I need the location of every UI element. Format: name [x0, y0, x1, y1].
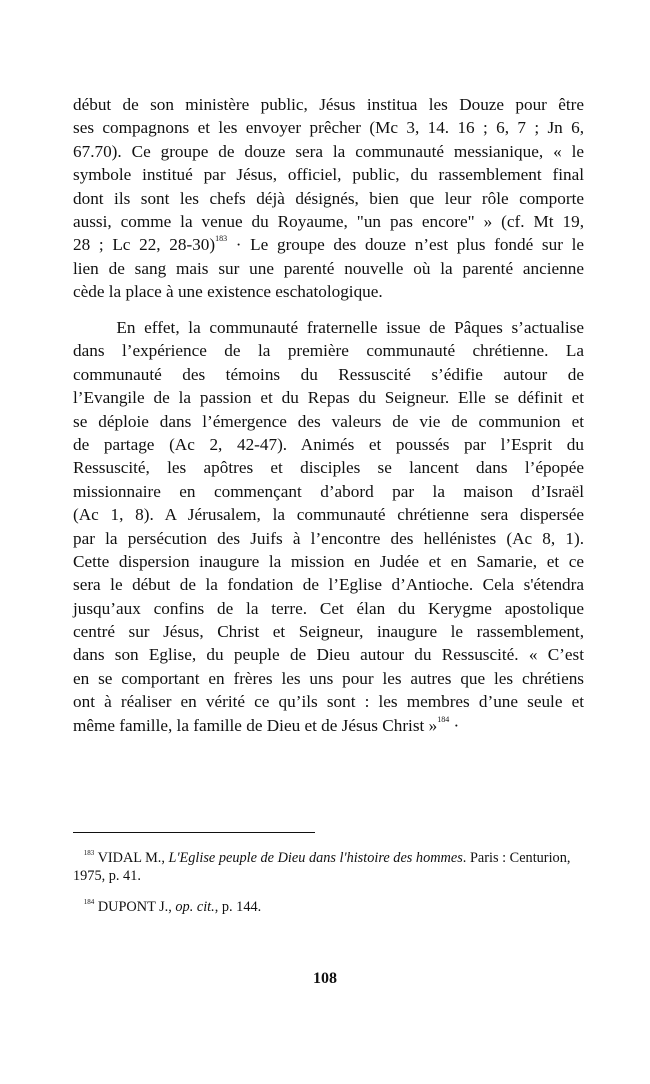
- text-segment: se déploie dans l’émergence des valeurs de vie de communion et: [73, 411, 584, 431]
- text-segment: Ressuscité, les apôtres et disciples se lancent dans l’épopée: [73, 458, 584, 478]
- text-line: [73, 503, 584, 526]
- text-line: [73, 480, 584, 503]
- text-line: [73, 316, 584, 339]
- text-line: [73, 363, 584, 386]
- text-line: [73, 667, 584, 690]
- text-line: [73, 597, 584, 620]
- footnote-rest: . Paris : Centurion, 1975, p. 41.: [73, 850, 571, 884]
- text-line: [73, 187, 584, 210]
- text-segment: ont à réaliser en vérité ce qu’ils sont : les membres d’une seule et: [73, 692, 584, 712]
- text-line: [73, 339, 584, 362]
- text-segment: dans l’expérience de la première communauté chrétienne. La: [73, 341, 584, 361]
- text-line: [73, 386, 584, 409]
- text-line: [73, 550, 584, 573]
- footnote-number: 184: [83, 898, 95, 906]
- text-segment: début de son ministère public, Jésus institua les Douze pour être: [73, 95, 584, 114]
- text-line: [73, 140, 584, 163]
- text-segment: cède la place à une existence eschatologique.: [73, 282, 383, 302]
- text-line: [73, 714, 584, 737]
- text-line: [73, 433, 584, 456]
- text-segment: (Ac 1, 8). A Jérusalem, la communauté chrétienne sera dispersée: [73, 505, 584, 525]
- text-segment: Cette dispersion inaugure la mission en Judée et en Samarie, et ce: [73, 551, 584, 571]
- text-segment: aussi, comme la venue du Royaume, "un pas encore" » (cf. Mt 19,: [73, 211, 584, 231]
- footnote-reference: 183: [215, 234, 228, 244]
- text-segment: même famille, la famille de Dieu et de Jésus Christ »: [73, 715, 438, 735]
- text-line: [73, 163, 584, 186]
- paragraph-2: [73, 316, 584, 737]
- footnote-184: [73, 898, 584, 916]
- text-segment: symbole institué par Jésus, officiel, public, du rassemblement final: [73, 165, 584, 185]
- footnote-title: op. cit.: [175, 899, 215, 915]
- footnote-rest: , p. 144.: [214, 899, 262, 915]
- text-line: [73, 527, 584, 550]
- text-segment: ses compagnons et les envoyer prêcher (Mc 3, 14. 16 ; 6, 7 ; Jn 6,: [73, 118, 584, 138]
- text-line: [73, 456, 584, 479]
- text-segment: En effet, la communauté fraternelle issue de Pâques s’actualise: [73, 318, 584, 337]
- text-segment: sera le début de la fondation de l’Eglise d’Antioche. Cela s'étendra: [73, 575, 584, 595]
- text-segment: 67.70). Ce groupe de douze sera la communauté messianique, « le: [73, 141, 584, 161]
- footnote-183: [73, 849, 584, 885]
- text-line: [73, 116, 584, 139]
- text-segment: dans son Eglise, du peuple de Dieu autour du Ressuscité. « C’est: [73, 645, 584, 665]
- text-line: [73, 410, 584, 433]
- text-line: [73, 643, 584, 666]
- text-line: [73, 280, 584, 303]
- text-segment: lien de sang mais sur une parenté nouvelle où la parenté ancienne: [73, 258, 584, 278]
- text-segment: par la persécution des Juifs à l’encontre des hellénistes (Ac 8, 1).: [73, 528, 584, 548]
- text-segment: dont ils sont les chefs déjà désignés, bien que leur rôle comporte: [73, 188, 584, 208]
- text-segment: 28 ; Lc 22, 28-30): [73, 235, 216, 255]
- text-line: [73, 257, 584, 280]
- text-line: [73, 210, 584, 233]
- text-line: [73, 93, 584, 116]
- text-line: [73, 573, 584, 596]
- text-line: [73, 690, 584, 713]
- text-segment: missionnaire en commençant d’abord par la maison d’Israël: [73, 481, 584, 501]
- footnote-number: 183: [83, 849, 95, 857]
- page-number: 108: [313, 970, 337, 987]
- footnote-author: VIDAL M.,: [97, 850, 169, 866]
- text-segment: de partage (Ac 2, 42-47). Animés et poussés par l’Esprit du: [73, 434, 584, 454]
- text-line: [73, 233, 584, 256]
- footnote-title: L'Eglise peuple de Dieu dans l'histoire des hommes: [168, 850, 463, 866]
- text-segment: l’Evangile de la passion et du Repas du Seigneur. Elle se définit et: [73, 388, 584, 408]
- text-segment: centré sur Jésus, Christ et Seigneur, inaugure le rassemblement,: [73, 622, 584, 642]
- text-segment: communauté des témoins du Ressuscité s’édifie autour de: [73, 364, 584, 384]
- text-segment: jusqu’aux confins de la terre. Cet élan du Kerygme apostolique: [73, 598, 584, 618]
- text-segment: · Le groupe des douze n’est plus fondé sur le: [227, 235, 584, 255]
- text-segment: ·: [449, 715, 460, 735]
- text-line: [73, 620, 584, 643]
- paragraph-1: [73, 93, 584, 304]
- text-segment: en se comportant en frères les uns pour les autres que les chrétiens: [73, 668, 584, 688]
- footnote-separator: [73, 832, 315, 833]
- footnote-reference: 184: [437, 714, 450, 724]
- footnote-author: DUPONT J.,: [97, 899, 176, 915]
